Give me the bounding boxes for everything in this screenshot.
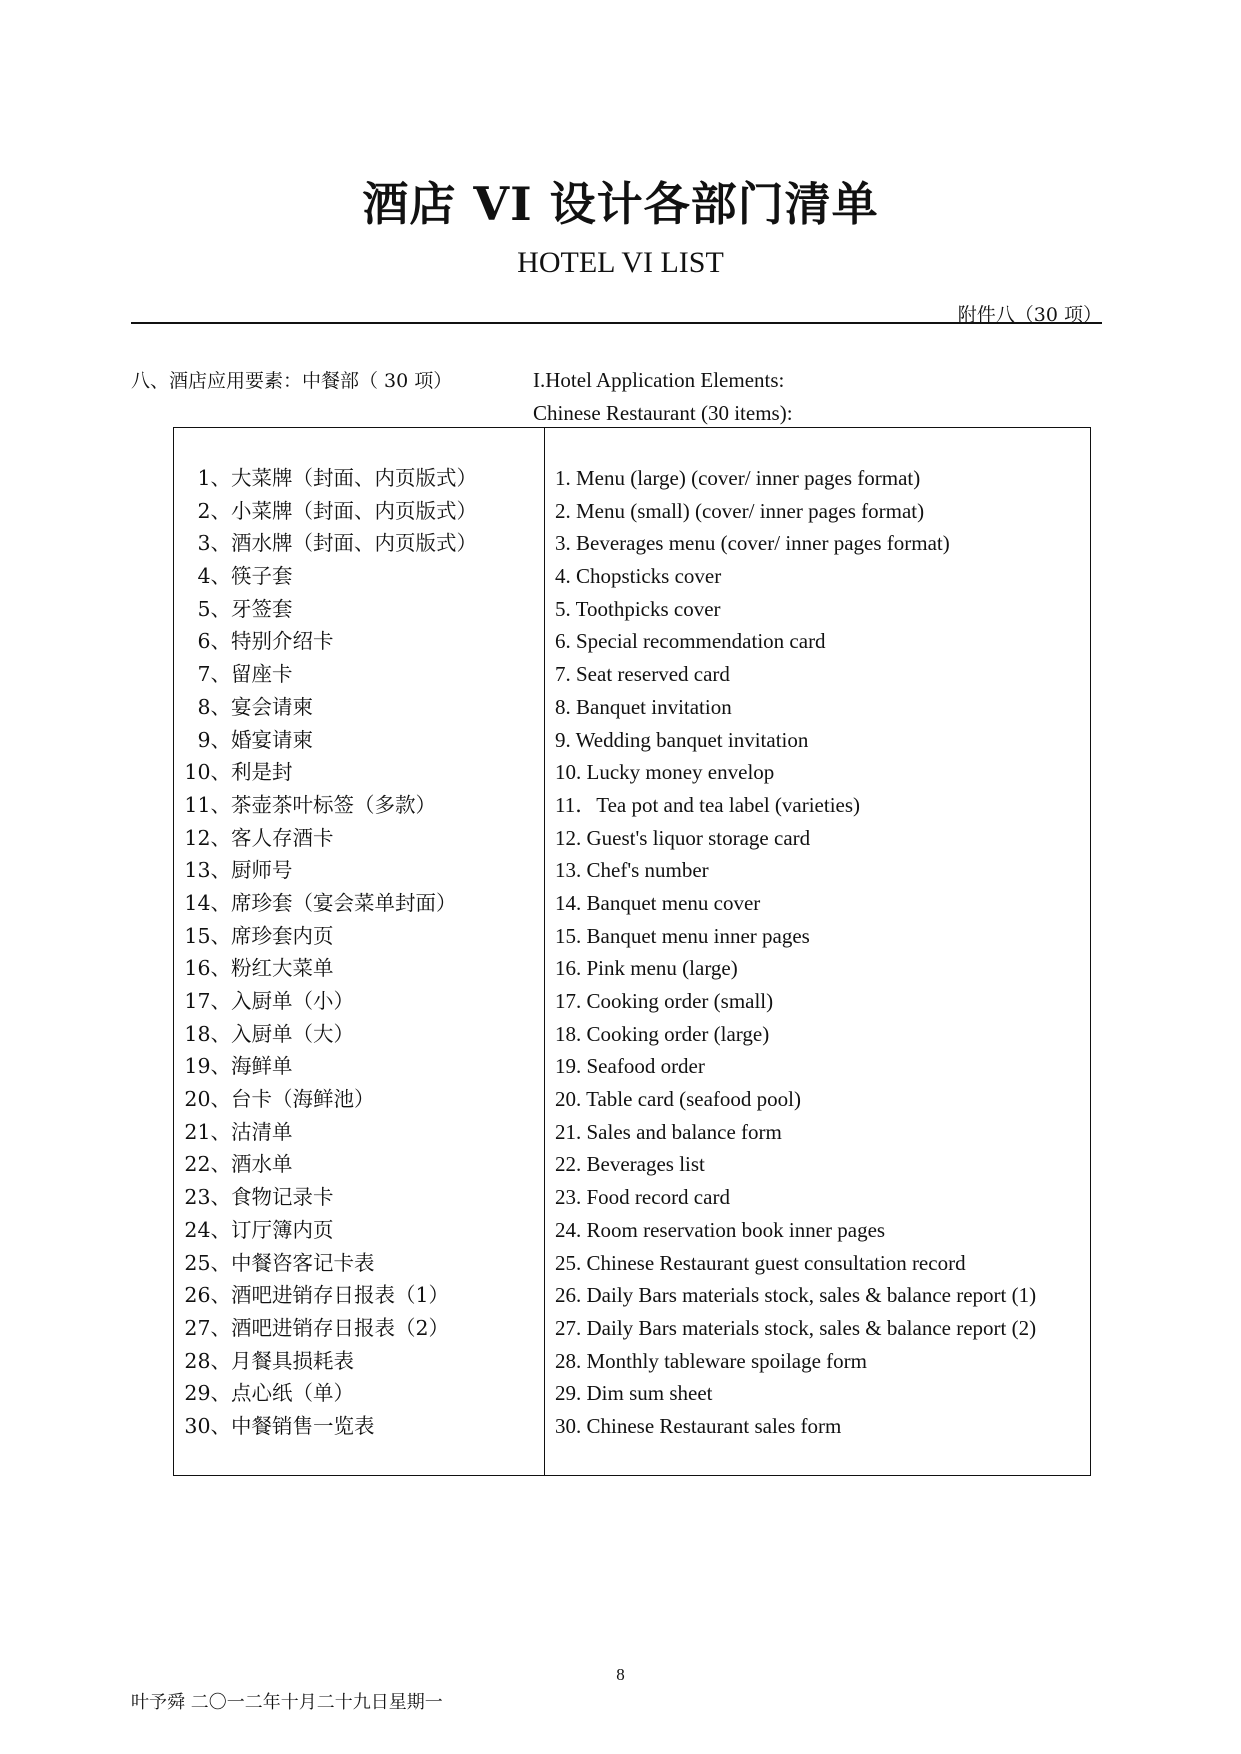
list-item-en: 4. Chopsticks cover [555,564,722,589]
item-number: 7、 [197,662,231,687]
list-item-en: 22. Beverages list [555,1152,705,1177]
document-title: 酒店 VI 设计各部门清单 [362,177,879,231]
item-text: 婚宴请柬 [231,727,313,752]
list-item-en: 18. Cooking order (large) [555,1021,770,1046]
list-item-en: 20. Table card (seafood pool) [555,1087,801,1112]
item-text: 中餐销售一览表 [231,1413,375,1438]
list-item-en: 13. Chef's number [555,858,709,883]
list-item-en: 23. Food record card [555,1185,730,1210]
list-item-en: 10. Lucky money envelop [555,760,775,785]
item-number: 5、 [197,596,231,621]
item-text: 客人存酒卡 [231,825,334,850]
item-number: 28、 [184,1348,231,1373]
item-text: 沽清单 [231,1119,293,1144]
item-number: 14、 [184,890,231,915]
item-text: 粉红大菜单 [231,956,334,981]
list-item-zh [183,887,543,920]
item-text: 宴会请柬 [231,694,313,719]
item-number: 23、 [184,1185,231,1210]
item-text: 利是封 [231,760,293,785]
list-item-en: 19. Seafood order [555,1054,705,1079]
list-item-zh [183,495,543,528]
item-number: 6、 [197,629,231,654]
list-item-en: 3. Beverages menu (cover/ inner pages format) [555,531,950,556]
list-item-en: 24. Room reservation book inner pages [555,1217,886,1242]
item-text: 茶壶茶叶标签（多款） [231,792,436,817]
item-text: 点心纸（单） [231,1381,354,1406]
item-number: 29、 [184,1381,231,1406]
item-text: 留座卡 [231,662,293,687]
item-text: 酒吧进销存日报表（2） [231,1315,450,1340]
list-item-zh [183,1410,543,1443]
list-item-en: 28. Monthly tableware spoilage form [555,1348,868,1373]
list-item-en: 27. Daily Bars materials stock, sales & balance report (2) [555,1315,1037,1340]
list-item-zh [183,756,543,789]
section-title-en-line1: I.Hotel Application Elements: [533,368,785,392]
list-item-zh [183,822,543,855]
item-number: 17、 [184,989,231,1013]
list-item-zh [183,1279,543,1312]
items-column-zh [183,462,543,1443]
list-item-zh [183,1050,543,1083]
list-item-zh [183,691,543,724]
list-item-en: 5. Toothpicks cover [555,596,721,621]
item-text: 牙签套 [231,596,293,621]
list-item-en: 1. Menu (large) (cover/ inner pages format) [555,466,921,490]
list-item-zh [183,1214,543,1247]
list-item-zh [183,1083,543,1116]
list-item-zh [183,854,543,887]
list-item-en: 25. Chinese Restaurant guest consultation record [555,1250,966,1275]
list-item-zh [183,1116,543,1149]
list-item-en: 26. Daily Bars materials stock, sales & balance report (1) [555,1283,1037,1308]
footer-author-date: 叶予舜 二〇一二年十月二十九日星期一 [131,1692,443,1713]
list-item-en: 16. Pink menu (large) [555,956,738,981]
page-number: 8 [616,1665,625,1684]
item-number: 30、 [184,1413,231,1438]
list-item-zh [183,625,543,658]
list-item-zh [183,462,543,495]
attachment-label: 附件八（30 项） [957,304,1102,326]
list-item-zh [183,1148,543,1181]
list-item-en: 14. Banquet menu cover [555,890,761,915]
document-subtitle: HOTEL VI LIST [517,246,724,279]
item-number: 16、 [184,956,231,981]
list-item-en: 2. Menu (small) (cover/ inner pages format) [555,498,925,523]
item-text: 筷子套 [231,564,293,589]
table-column-divider [544,427,545,1476]
item-text: 特别介绍卡 [231,629,334,654]
item-number: 3、 [197,531,231,556]
item-number: 26、 [184,1283,231,1308]
list-item-en: 6. Special recommendation card [555,629,826,654]
item-number: 1、 [197,466,231,490]
item-text: 小菜牌（封面、内页版式） [231,498,477,523]
list-item-en: 11．Tea pot and tea label (varieties) [555,792,861,817]
header-rule [131,322,1102,324]
item-number: 4、 [197,564,231,589]
list-item-zh [183,560,543,593]
list-item-en: 15. Banquet menu inner pages [555,923,810,948]
item-number: 19、 [184,1054,231,1079]
item-text: 入厨单（大） [231,1021,354,1046]
list-item-zh [183,789,543,822]
item-number: 9、 [197,727,231,752]
list-item-zh [183,920,543,953]
item-number: 25、 [184,1250,231,1275]
item-text: 席珍套（宴会菜单封面） [231,890,457,915]
item-text: 酒水牌（封面、内页版式） [231,531,477,556]
item-number: 27、 [184,1315,231,1340]
list-item-zh [183,952,543,985]
section-title-zh: 八、酒店应用要素：中餐部（ 30 项） [131,370,453,392]
item-number: 18、 [184,1021,231,1046]
list-item-zh [183,1377,543,1410]
list-item-zh [183,1312,543,1345]
list-item-en: 12. Guest's liquor storage card [555,825,811,850]
item-number: 22、 [184,1152,231,1177]
list-item-zh [183,527,543,560]
section-title-en-line2: Chinese Restaurant (30 items): [533,401,793,425]
item-text: 海鲜单 [231,1054,293,1079]
list-item-zh [183,724,543,757]
list-item-zh [183,1247,543,1280]
item-text: 酒吧进销存日报表（1） [231,1283,450,1308]
item-number: 11、 [184,792,231,817]
list-item-zh [183,1018,543,1051]
list-item-en: 7. Seat reserved card [555,662,730,687]
item-text: 入厨单（小） [231,989,354,1013]
list-item-en: 29. Dim sum sheet [555,1381,713,1406]
item-number: 24、 [184,1217,231,1242]
item-text: 台卡（海鲜池） [231,1087,375,1112]
item-number: 20、 [184,1087,231,1112]
list-item-en: 9. Wedding banquet invitation [555,727,809,752]
item-number: 15、 [184,923,231,948]
item-text: 中餐咨客记卡表 [231,1250,375,1275]
item-number: 21、 [184,1119,231,1144]
list-item-zh [183,985,543,1018]
item-text: 厨师号 [231,858,293,883]
list-item-zh [183,658,543,691]
item-text: 酒水单 [231,1152,293,1177]
list-item-en: 8. Banquet invitation [555,694,732,719]
item-text: 食物记录卡 [231,1185,334,1210]
item-text: 订厅簿内页 [231,1217,334,1242]
items-column-en [555,462,1085,1443]
list-item-en: 17. Cooking order (small) [555,989,774,1013]
item-number: 8、 [197,694,231,719]
section-title-en [533,364,793,430]
item-text: 大菜牌（封面、内页版式） [231,466,477,490]
list-item-zh [183,1181,543,1214]
item-text: 席珍套内页 [231,923,334,948]
item-number: 12、 [184,825,231,850]
item-number: 10、 [184,760,231,785]
list-item-zh [183,1345,543,1378]
list-item-en: 21. Sales and balance form [555,1119,782,1144]
list-item-zh [183,593,543,626]
list-item-en: 30. Chinese Restaurant sales form [555,1413,842,1438]
item-number: 2、 [197,498,231,523]
item-number: 13、 [184,858,231,883]
item-text: 月餐具损耗表 [231,1348,354,1373]
